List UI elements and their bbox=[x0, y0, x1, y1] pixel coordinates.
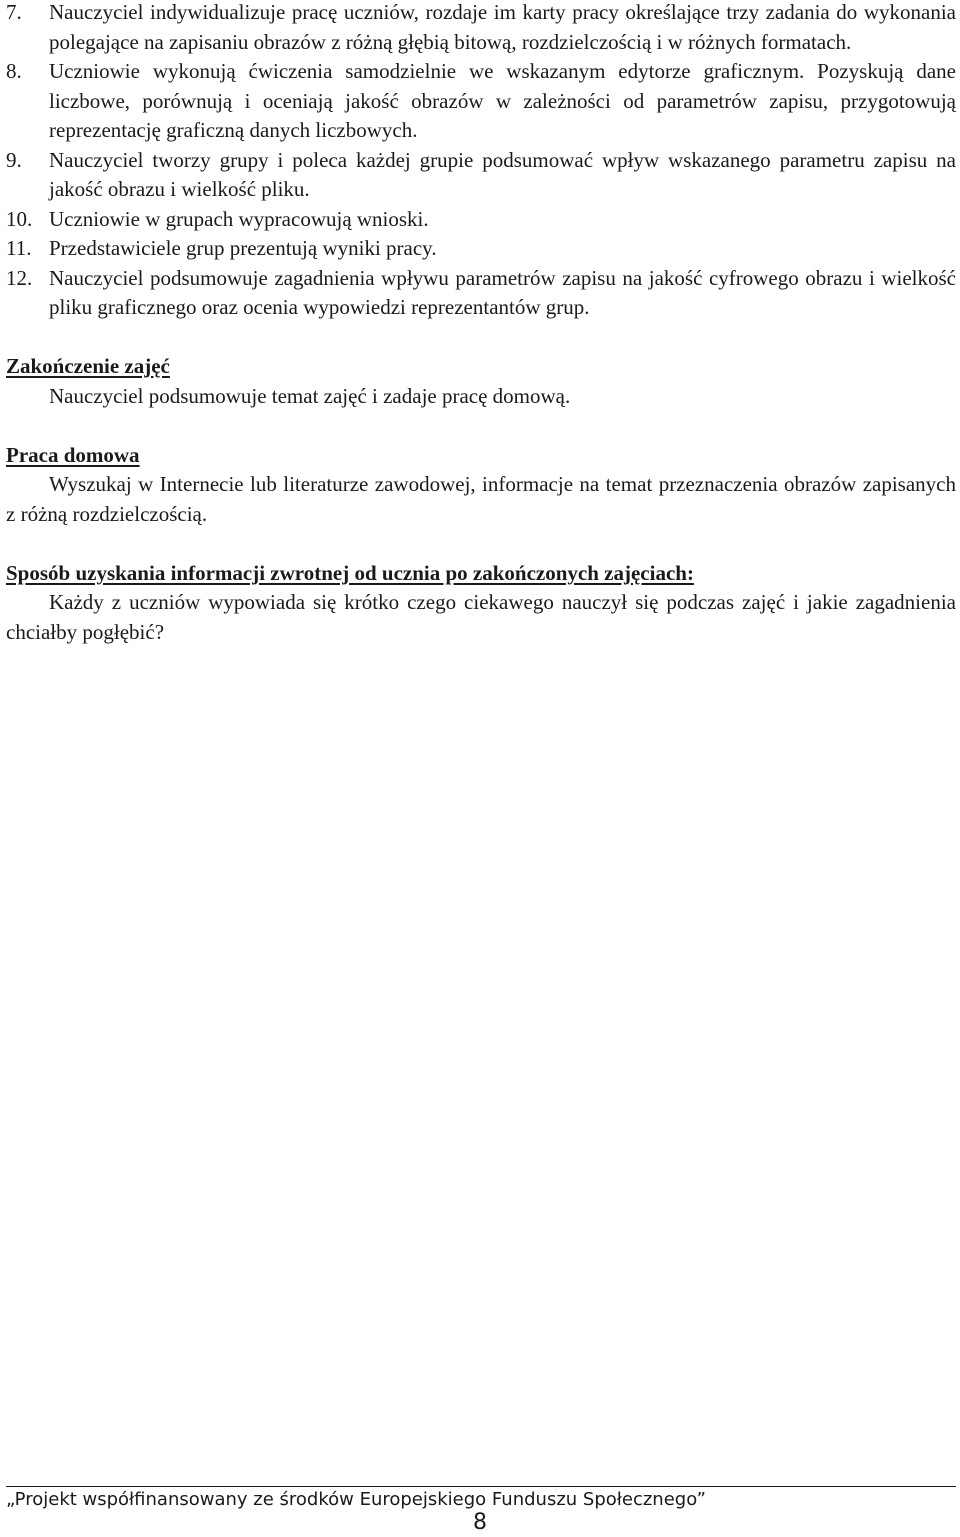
homework-text: Wyszukaj w Internecie lub literaturze zawodowej, informacje na temat przeznaczenia obrazów zapisanych z różną rozdzielczością. bbox=[6, 472, 956, 526]
list-item-text: Uczniowie wykonują ćwiczenia samodzielnie we wskazanym edytorze graficznym. Pozyskują dane liczbowe, porównują i oceniają jakość obrazów w zależności od parametrów zapisu, przygotowują reprezentację graficzną danych liczbowych. bbox=[49, 59, 956, 142]
list-item bbox=[6, 146, 956, 205]
feedback-heading: Sposób uzyskania informacji zwrotnej od ucznia po zakończonych zajęciach: bbox=[6, 560, 694, 585]
list-item-number: 9. bbox=[6, 147, 22, 172]
list-item-number: 11. bbox=[6, 236, 32, 260]
list-item-text: Nauczyciel tworzy grupy i poleca każdej grupie podsumować wpływ wskazanego parametru zapisu na jakość obrazu i wielkość pliku. bbox=[49, 147, 956, 201]
list-item-number: 12. bbox=[6, 265, 33, 290]
ending-text: Nauczyciel podsumowuje temat zajęć i zadaje pracę domową. bbox=[49, 383, 571, 408]
homework-heading: Praca domowa bbox=[6, 442, 140, 467]
list-item-number: 8. bbox=[6, 59, 22, 83]
lesson-steps-list bbox=[6, 0, 956, 323]
list-item bbox=[6, 264, 956, 323]
feedback-text: Każdy z uczniów wypowiada się krótko czego ciekawego nauczył się podczas zajęć i jakie zagadnienia chciałby pogłębić? bbox=[6, 590, 956, 644]
list-item bbox=[6, 0, 956, 57]
list-item-text: Przedstawiciele grup prezentują wyniki pracy. bbox=[49, 236, 437, 260]
footer-project-note: „Projekt współfinansowany ze środków Europejskiego Funduszu Społecznego” bbox=[6, 1489, 706, 1510]
list-item-text: Nauczyciel indywidualizuje pracę uczniów, rozdaje im karty pracy określające trzy zadania do wykonania polegające na zapisaniu obrazów z różną głębią bitową, rozdzielczością i w różnych formatach. bbox=[49, 0, 956, 54]
homework-section bbox=[6, 441, 956, 530]
page-number: 8 bbox=[473, 1510, 487, 1535]
footer-divider bbox=[6, 1486, 956, 1487]
list-item-text: Nauczyciel podsumowuje zagadnienia wpływu parametrów zapisu na jakość cyfrowego obrazu i wielkość pliku graficznego oraz ocenia wypowiedzi reprezentantów grup. bbox=[49, 265, 956, 319]
feedback-section bbox=[6, 559, 956, 648]
ending-section bbox=[6, 352, 956, 411]
list-item-text: Uczniowie w grupach wypracowują wnioski. bbox=[49, 206, 429, 231]
list-item-number: 10. bbox=[6, 206, 33, 231]
document-body bbox=[6, 0, 956, 647]
list-item bbox=[6, 205, 956, 235]
ending-heading: Zakończenie zajęć bbox=[6, 354, 170, 378]
list-item-number: 7. bbox=[6, 0, 22, 24]
list-item bbox=[6, 57, 956, 146]
list-item bbox=[6, 234, 956, 264]
